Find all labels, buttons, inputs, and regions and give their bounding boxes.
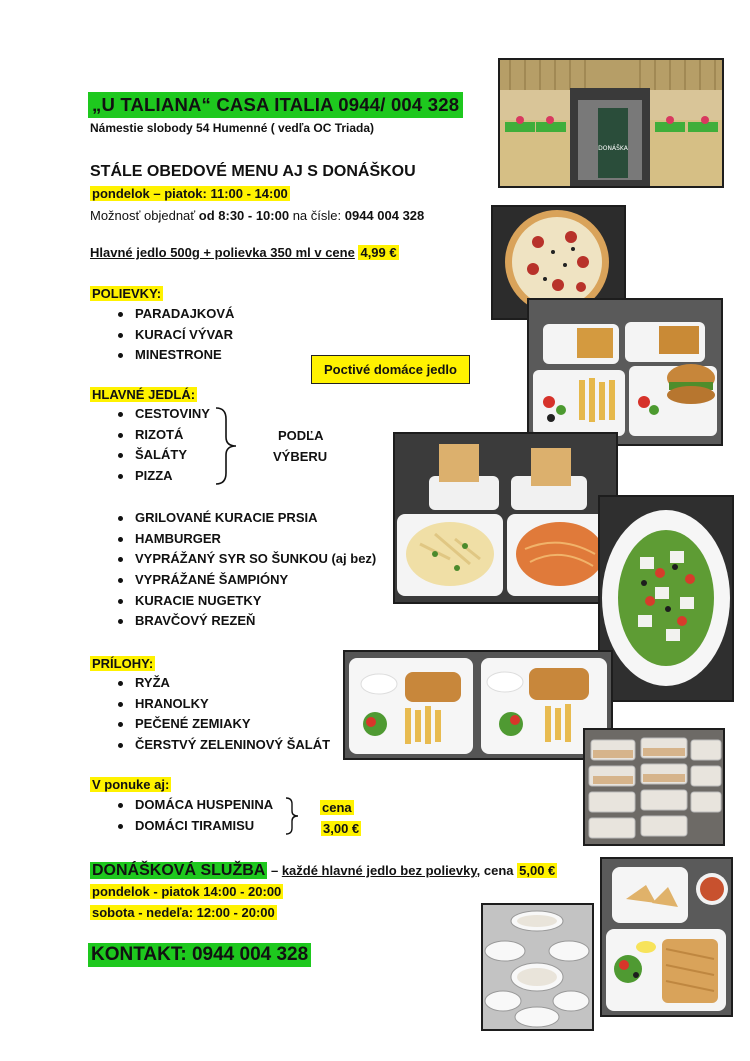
order-middle: na čísle:: [289, 208, 345, 223]
list-item: MINESTRONE: [90, 345, 234, 366]
list-item: RIZOTÁ: [90, 425, 210, 446]
delivery-heading: DONÁŠKOVÁ SLUŽBA: [92, 862, 266, 879]
order-time: od 8:30 - 10:00: [198, 208, 290, 223]
restaurant-address: Námestie slobody 54 Humenné ( vedľa OC Triada): [90, 121, 375, 135]
menu-price-text: Hlavné jedlo 500g + polievka 350 ml v cene: [90, 245, 355, 260]
contact: KONTAKT: 0944 004 328: [88, 943, 311, 967]
sides-heading-text: PRÍLOHY:: [92, 656, 154, 671]
delivery-weekday-text: pondelok - piatok 14:00 - 20:00: [92, 884, 282, 899]
delivery-price: 5,00 €: [519, 863, 556, 878]
list-item: PIZZA: [90, 466, 210, 487]
soups-heading-text: POLIEVKY:: [92, 286, 162, 301]
extras-price-label-text: cena: [322, 800, 352, 815]
choice-note-2: VÝBERU: [273, 449, 328, 464]
mains-choice-list: [90, 404, 210, 487]
fried-cheese-photo: [343, 650, 613, 760]
delivery-text: každé hlavné jedlo bez polievky: [281, 863, 477, 878]
list-item: DOMÁCI TIRAMISU: [90, 816, 273, 837]
list-item: RYŽA: [90, 673, 330, 694]
delivery-price-prefix: , cena: [476, 863, 518, 878]
burger-fries-photo: [527, 298, 723, 446]
homemade-badge: Poctivé domáce jedlo: [311, 355, 470, 384]
extras-price: [321, 821, 361, 836]
brace-icon: [284, 796, 302, 836]
list-item: GRILOVANÉ KURACIE PRSIA: [90, 508, 376, 529]
mains-heading: [90, 387, 197, 402]
salad-photo: [598, 495, 734, 702]
list-item: KURACÍ VÝVAR: [90, 325, 234, 346]
delivery-weekend-text: sobota - nedeľa: 12:00 - 20:00: [92, 905, 275, 920]
mains-list: [90, 508, 376, 632]
list-item: CESTOVINY: [90, 404, 210, 425]
mains-heading-text: HLAVNÉ JEDLÁ:: [92, 387, 196, 402]
soups-list: [90, 304, 234, 366]
soups-heading: [90, 286, 163, 301]
lunch-hours-text: pondelok – piatok: 11:00 - 14:00: [92, 186, 288, 201]
pasta-photo: [393, 432, 618, 604]
extras-price-label: [320, 800, 354, 815]
restaurant-title: „U TALIANA“ CASA ITALIA 0944/ 004 328: [88, 92, 463, 118]
extras-price-value: 3,00 €: [323, 821, 360, 836]
list-item: VYPRÁŽANÝ SYR SO ŠUNKOU (aj bez): [90, 549, 376, 570]
order-phone: 0944 004 328: [344, 208, 425, 223]
list-item: HRANOLKY: [90, 694, 330, 715]
delivery-box-photo: [600, 857, 733, 1017]
delivery-line: [90, 862, 557, 880]
list-item: HAMBURGER: [90, 529, 376, 550]
extras-heading: [90, 777, 171, 792]
list-item: PARADAJKOVÁ: [90, 304, 234, 325]
storefront-photo: [498, 58, 724, 188]
dessert-cups-photo: [481, 903, 594, 1031]
sides-heading: [90, 656, 155, 671]
delivery-dash: –: [267, 863, 282, 878]
list-item: BRAVČOVÝ REZEŇ: [90, 611, 376, 632]
sides-list: [90, 673, 330, 756]
order-prefix: Možnosť objednať: [90, 208, 199, 223]
list-item: DOMÁCA HUSPENINA: [90, 795, 273, 816]
extras-heading-text: V ponuke aj:: [92, 777, 170, 792]
soup-containers-photo: [583, 728, 725, 846]
list-item: VYPRÁŽANÉ ŠAMPIÓNY: [90, 570, 376, 591]
list-item: ŠALÁTY: [90, 445, 210, 466]
choice-note-1: PODĽA: [278, 428, 324, 443]
list-item: ČERSTVÝ ZELENINOVÝ ŠALÁT: [90, 735, 330, 756]
delivery-weekday: [90, 884, 283, 899]
menu-price-value: 4,99 €: [360, 245, 397, 260]
lunch-hours: [90, 186, 290, 201]
extras-list: [90, 795, 273, 836]
delivery-weekend: [90, 905, 277, 920]
order-info: [90, 208, 424, 223]
list-item: KURACIE NUGETKY: [90, 591, 376, 612]
sign-text: DONÁŠKA: [598, 145, 628, 152]
list-item: PEČENÉ ZEMIAKY: [90, 714, 330, 735]
brace-icon: [214, 405, 248, 487]
menu-price: [90, 245, 399, 260]
menu-heading: STÁLE OBEDOVÉ MENU AJ S DONÁŠKOU: [90, 163, 416, 180]
